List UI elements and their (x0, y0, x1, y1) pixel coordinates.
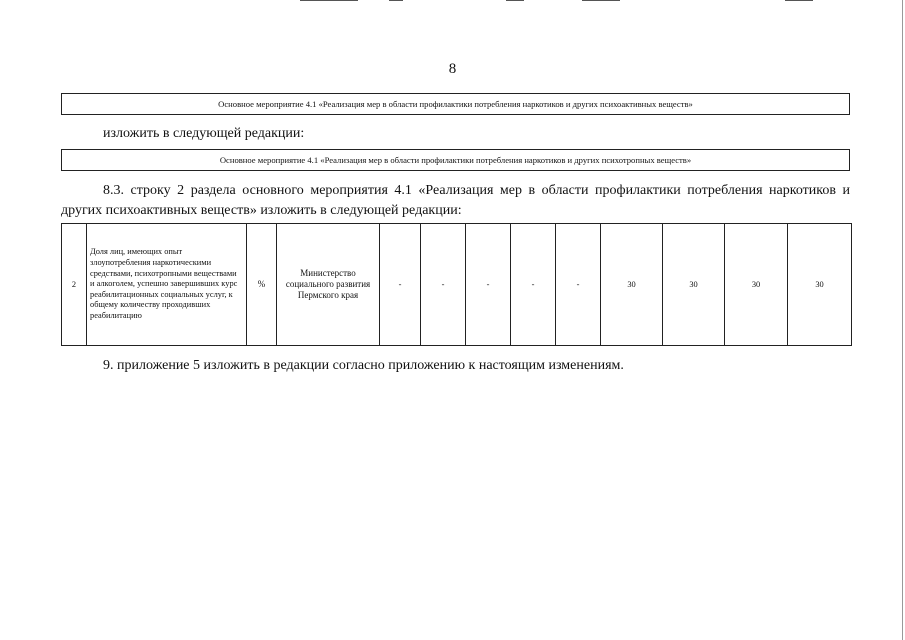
value-cell: - (556, 224, 601, 346)
value-cell: 30 (601, 224, 663, 346)
original-activity-title: Основное мероприятие 4.1 «Реализация мер в области профилактики потребления наркотиков и других психоактивных веществ» (218, 99, 693, 109)
value-cell: - (511, 224, 556, 346)
table-row (62, 224, 852, 346)
value-cell: - (421, 224, 466, 346)
value-cell: 30 (663, 224, 725, 346)
value-cell: 30 (725, 224, 788, 346)
scan-top-marks (0, 0, 905, 4)
unit-cell: % (247, 224, 277, 346)
item-9-paragraph: 9. приложение 5 изложить в редакции согласно приложению к настоящим изменениям. (103, 358, 624, 373)
new-activity-title: Основное мероприятие 4.1 «Реализация мер в области профилактики потребления наркотиков и других психотропных веществ» (219, 155, 692, 165)
indicator-cell: Доля лиц, имеющих опыт злоупотребления наркотическими средствами, психотропными веществами и алкоголем, успешно завершивших курс реабилитационных социальных услуг, к общему количеству проходивших реабилитацию (87, 224, 247, 346)
page-number: 8 (448, 61, 457, 77)
item-8-3-paragraph: 8.3. строку 2 раздела основного мероприятия 4.1 «Реализация мер в области профилактики потребления наркотиков и других психоактивных веществ» изложить в следующей редакции: (61, 183, 850, 218)
new-activity-title-box (61, 149, 850, 171)
value-cell: 30 (788, 224, 852, 346)
value-cell: - (380, 224, 421, 346)
value-cell: - (466, 224, 511, 346)
scan-edge-line (902, 0, 903, 640)
original-activity-title-box (61, 93, 850, 115)
indicator-table (61, 223, 852, 346)
responsible-cell: Министерство социального развития Пермского края (277, 224, 380, 346)
replace-instruction: изложить в следующей редакции: (103, 126, 305, 141)
row-number-cell: 2 (62, 224, 87, 346)
